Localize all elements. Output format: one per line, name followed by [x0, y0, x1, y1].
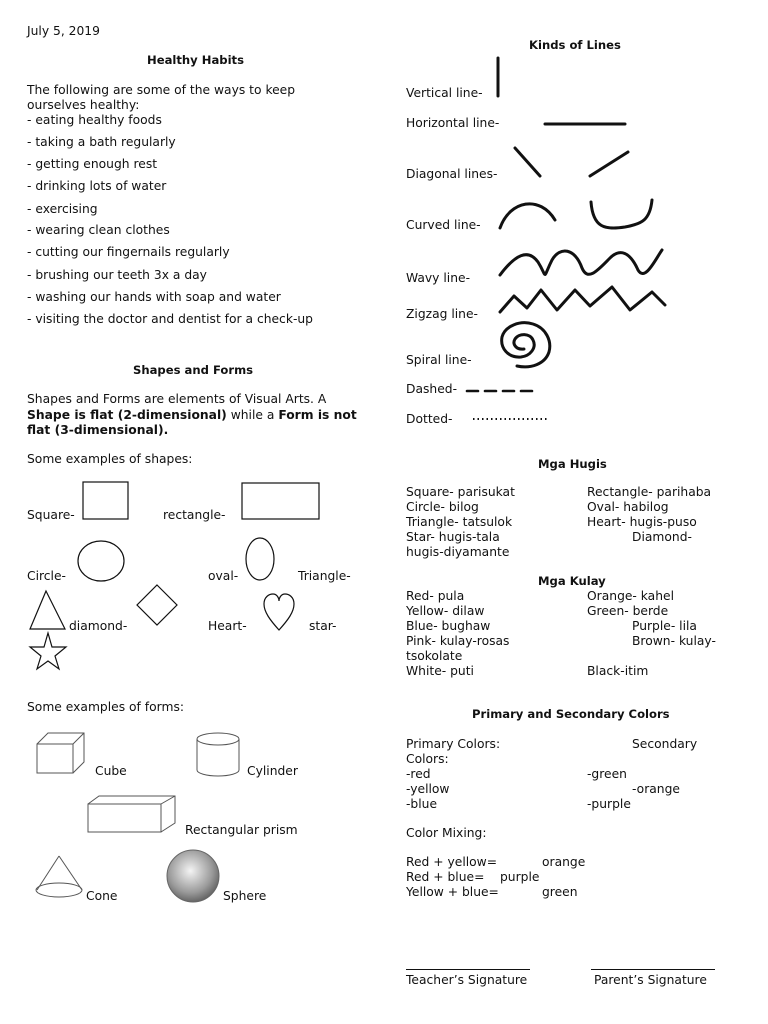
kinds-of-lines-title: Kinds of Lines [529, 38, 621, 52]
mix-result: green [542, 885, 578, 899]
hugis-item: Oval- habilog [587, 500, 669, 514]
heart-label: Heart- [208, 619, 247, 633]
primary-color: -red [406, 767, 431, 781]
diamond-label: diamond- [69, 619, 128, 633]
cube-label: Cube [95, 764, 127, 778]
cone-label: Cone [86, 889, 118, 903]
teacher-signature-label: Teacher’s Signature [406, 973, 528, 987]
teacher-signature-line [406, 969, 530, 970]
circle-label: Circle- [27, 569, 66, 583]
hugis-item: Circle- bilog [406, 500, 479, 514]
rectangle-label: rectangle- [163, 508, 226, 522]
habit-item: - wearing clean clothes [27, 223, 170, 237]
habit-item: - drinking lots of water [27, 179, 167, 193]
diagonal-lines-label: Diagonal lines- [406, 167, 498, 181]
vertical-line-label: Vertical line- [406, 86, 483, 100]
primary-color: -yellow [406, 782, 450, 796]
cylinder-label: Cylinder [247, 764, 298, 778]
healthy-habits-title: Healthy Habits [147, 53, 244, 67]
secondary-colors-label: Secondary [632, 737, 698, 751]
wavy-line [500, 250, 662, 275]
healthy-intro-line-1: The following are some of the ways to keep [27, 83, 296, 97]
secondary-color: -purple [587, 797, 631, 811]
habit-item: - visiting the doctor and dentist for a check-up [27, 312, 313, 326]
triangle-label: Triangle- [298, 569, 351, 583]
curved-line-arch [500, 204, 555, 228]
diagonal-line-right [590, 152, 628, 176]
shapes-paragraph-line-1: Shapes and Forms are elements of Visual Arts. A [27, 392, 327, 406]
kulay-item: Orange- kahel [587, 589, 674, 603]
wavy-line-label: Wavy line- [406, 271, 471, 285]
shape-definition: Shape is flat (2-dimensional) [27, 408, 227, 422]
shapes-forms-title: Shapes and Forms [133, 363, 254, 377]
secondary-color: -green [587, 767, 627, 781]
hugis-item: hugis-diyamante [406, 545, 510, 559]
kulay-item: Purple- lila [632, 619, 697, 633]
diagonal-line-left [515, 148, 540, 176]
zigzag-line [500, 287, 665, 312]
kulay-item: tsokolate [406, 649, 463, 663]
mix-equation: Red + yellow= [406, 855, 498, 869]
date: July 5, 2019 [27, 24, 100, 38]
habit-item: - brushing our teeth 3x a day [27, 268, 207, 282]
sphere-label: Sphere [223, 889, 267, 903]
habit-item: - cutting our fingernails regularly [27, 245, 230, 259]
kulay-item: Green- berde [587, 604, 669, 618]
zigzag-line-label: Zigzag line- [406, 307, 478, 321]
kulay-item: Red- pula [406, 589, 465, 603]
hugis-item: Triangle- tatsulok [406, 515, 513, 529]
spiral-line-label: Spiral line- [406, 353, 472, 367]
mix-result: purple [500, 870, 540, 884]
spiral-line [502, 323, 550, 367]
parent-signature-line [591, 969, 715, 970]
kulay-item: Blue- bughaw [406, 619, 491, 633]
habit-item: - washing our hands with soap and water [27, 290, 281, 304]
kulay-item: White- puti [406, 664, 474, 678]
horizontal-line-label: Horizontal line- [406, 116, 500, 130]
habit-item: - exercising [27, 202, 98, 216]
secondary-color: -orange [632, 782, 680, 796]
hugis-item: Rectangle- parihaba [587, 485, 712, 499]
hugis-item: Star- hugis-tala [406, 530, 500, 544]
hugis-item: Square- parisukat [406, 485, 515, 499]
parent-signature-label: Parent’s Signature [594, 973, 707, 987]
color-mixing-label: Color Mixing: [406, 826, 487, 840]
curved-line-cup [591, 200, 652, 228]
rectangular-prism-label: Rectangular prism [185, 823, 298, 837]
hugis-item: Heart- hugis-puso [587, 515, 697, 529]
kulay-item: Black-itim [587, 664, 649, 678]
shapes-paragraph-line-3: flat (3-dimensional). [27, 423, 169, 437]
kulay-item: Pink- kulay-rosas [406, 634, 510, 648]
mix-result: orange [542, 855, 586, 869]
secondary-colors-label-cont: Colors: [406, 752, 449, 766]
connector-text: while a [226, 408, 279, 422]
star-label: star- [309, 619, 337, 633]
healthy-intro-line-2: ourselves healthy: [27, 98, 140, 112]
habit-item: - eating healthy foods [27, 113, 162, 127]
habit-item: - taking a bath regularly [27, 135, 176, 149]
mga-hugis-title: Mga Hugis [538, 457, 607, 471]
mga-kulay-title: Mga Kulay [538, 574, 606, 588]
dotted-line-label: Dotted- [406, 412, 453, 426]
oval-label: oval- [208, 569, 239, 583]
primary-secondary-title: Primary and Secondary Colors [472, 707, 670, 721]
primary-color: -blue [406, 797, 438, 811]
forms-examples-label: Some examples of forms: [27, 700, 185, 714]
kulay-item: Yellow- dilaw [406, 604, 485, 618]
mix-equation: Yellow + blue= [406, 885, 499, 899]
primary-colors-label: Primary Colors: [406, 737, 501, 751]
habit-item: - getting enough rest [27, 157, 158, 171]
dashed-line-label: Dashed- [406, 382, 458, 396]
square-label: Square- [27, 508, 75, 522]
form-definition: Form is not [278, 408, 357, 422]
mix-equation: Red + blue= [406, 870, 485, 884]
shapes-examples-label: Some examples of shapes: [27, 452, 193, 466]
hugis-item: Diamond- [632, 530, 692, 544]
curved-line-label: Curved line- [406, 218, 481, 232]
kulay-item: Brown- kulay- [632, 634, 716, 648]
